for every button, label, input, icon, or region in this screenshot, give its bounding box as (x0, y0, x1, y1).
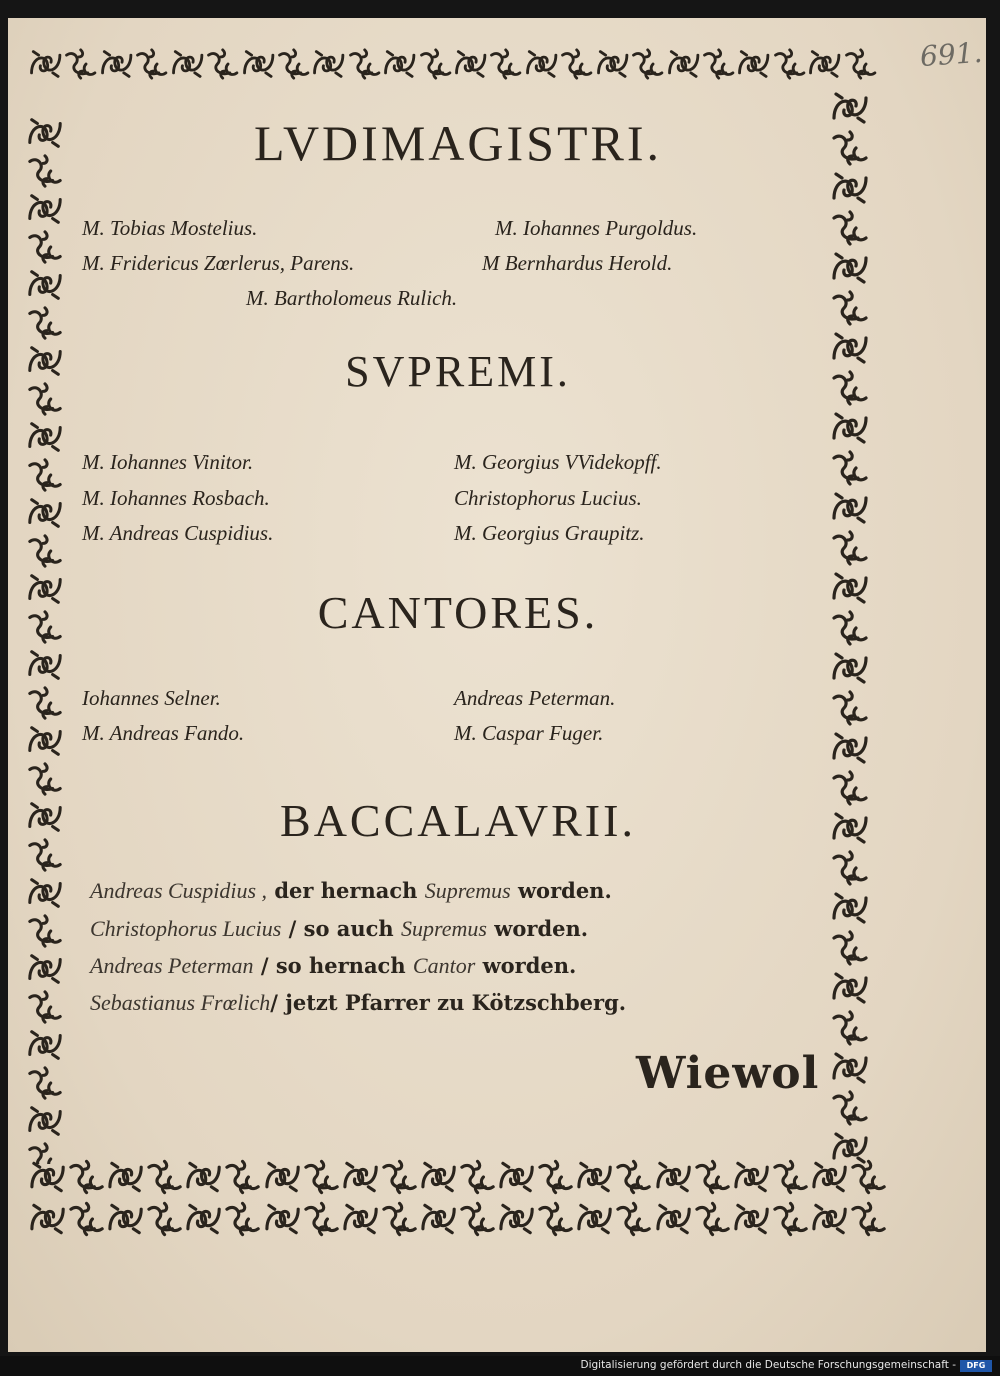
floral-scroll-icon (732, 1198, 771, 1240)
floral-scroll-icon (575, 1156, 614, 1198)
floral-scroll-icon (145, 1198, 184, 1240)
name-entry: M. Georgius VVidekopff. (454, 450, 662, 474)
floral-scroll-icon (134, 46, 169, 82)
latin-name: Christophorus Lucius (90, 916, 282, 941)
floral-scroll-icon (536, 1198, 575, 1240)
baccalaurius-line (90, 990, 626, 1016)
floral-scroll-icon (26, 798, 64, 836)
floral-scroll-icon (26, 608, 64, 646)
floral-scroll-icon (28, 46, 63, 82)
german-text: / jetzt Pfarrer zu Kötzschberg. (270, 990, 627, 1015)
floral-scroll-icon (830, 488, 870, 528)
floral-scroll-icon (559, 46, 594, 82)
name-entry: M Bernhardus Herold. (482, 251, 673, 275)
floral-scroll-icon (732, 1156, 771, 1198)
floral-scroll-icon (184, 1156, 223, 1198)
catchword: Wiewol (636, 1048, 820, 1099)
floral-scroll-icon (810, 1156, 849, 1198)
floral-scroll-icon (830, 888, 870, 928)
floral-scroll-icon (26, 266, 64, 304)
floral-scroll-icon (263, 1156, 302, 1198)
name-entry: Christophorus Lucius. (454, 486, 642, 510)
floral-scroll-icon (830, 688, 870, 728)
floral-scroll-icon (497, 1156, 536, 1198)
floral-scroll-icon (380, 1156, 419, 1198)
baccalaurius-line (90, 953, 576, 979)
floral-scroll-icon (28, 1156, 67, 1198)
floral-scroll-icon (67, 1156, 106, 1198)
page-number: 691. (918, 35, 984, 74)
floral-scroll-icon (26, 1026, 64, 1064)
floral-scroll-icon (830, 1008, 870, 1048)
floral-scroll-icon (26, 760, 64, 798)
floral-scroll-icon (302, 1156, 341, 1198)
floral-scroll-icon (223, 1156, 262, 1198)
floral-scroll-icon (145, 1156, 184, 1198)
floral-scroll-icon (830, 248, 870, 288)
name-entry: M. Andreas Fando. (82, 721, 245, 745)
document-page (8, 18, 986, 1352)
floral-scroll-icon (595, 46, 630, 82)
floral-scroll-icon (849, 1156, 888, 1198)
name-entry: M. Iohannes Vinitor. (82, 450, 254, 474)
floral-scroll-icon (63, 46, 98, 82)
floral-scroll-icon (693, 1156, 732, 1198)
floral-scroll-icon (341, 1198, 380, 1240)
floral-scroll-icon (26, 722, 64, 760)
latin-name: Sebastianus Frœlich (90, 990, 271, 1015)
floral-scroll-icon (654, 1198, 693, 1240)
ornamental-border-top (28, 46, 878, 118)
floral-scroll-icon (382, 46, 417, 82)
floral-scroll-icon (693, 1198, 732, 1240)
latin-name: Andreas Peterman (90, 953, 254, 978)
floral-scroll-icon (497, 1198, 536, 1240)
floral-scroll-icon (99, 46, 134, 82)
floral-scroll-icon (205, 46, 240, 82)
floral-scroll-icon (453, 46, 488, 82)
german-text: / so hernach (253, 953, 413, 978)
floral-scroll-icon (419, 1156, 458, 1198)
floral-scroll-icon (536, 1156, 575, 1198)
floral-scroll-icon (771, 1198, 810, 1240)
latin-title: Supremus (424, 878, 511, 903)
floral-scroll-icon (184, 1198, 223, 1240)
latin-title: Supremus (401, 916, 487, 941)
floral-scroll-icon (311, 46, 346, 82)
baccalaurius-line (90, 916, 588, 942)
floral-scroll-icon (772, 46, 807, 82)
german-text: der hernach (267, 878, 425, 903)
floral-scroll-icon (341, 1156, 380, 1198)
heading-supremi: SVPREMI. (345, 347, 571, 396)
floral-scroll-icon (26, 304, 64, 342)
digitization-credit: Digitalisierung gefördert durch die Deutsche Forschungsgemeinschaft - (580, 1359, 956, 1371)
floral-scroll-icon (170, 46, 205, 82)
german-text: worden. (475, 953, 577, 978)
latin-name: Andreas Cuspidius , (90, 878, 268, 903)
floral-scroll-icon (458, 1198, 497, 1240)
floral-scroll-icon (276, 46, 311, 82)
floral-scroll-icon (26, 874, 64, 912)
floral-scroll-icon (380, 1198, 419, 1240)
floral-scroll-icon (26, 1102, 64, 1140)
floral-scroll-icon (263, 1198, 302, 1240)
floral-scroll-icon (26, 114, 64, 152)
floral-scroll-icon (241, 46, 276, 82)
floral-scroll-icon (830, 288, 870, 328)
floral-scroll-icon (347, 46, 382, 82)
floral-scroll-icon (830, 928, 870, 968)
floral-scroll-icon (830, 1048, 870, 1088)
floral-scroll-icon (771, 1156, 810, 1198)
floral-scroll-icon (810, 1198, 849, 1240)
floral-scroll-icon (830, 408, 870, 448)
heading-cantores: CANTORES. (317, 587, 599, 638)
floral-scroll-icon (26, 342, 64, 380)
ornamental-border-left (26, 114, 76, 1164)
floral-scroll-icon (26, 570, 64, 608)
floral-scroll-icon (26, 988, 64, 1026)
floral-scroll-icon (666, 46, 701, 82)
floral-scroll-icon (524, 46, 559, 82)
floral-scroll-icon (26, 912, 64, 950)
name-entry: Andreas Peterman. (454, 686, 616, 710)
floral-scroll-icon (830, 728, 870, 768)
floral-scroll-icon (28, 1198, 67, 1240)
heading-baccalaurii: BACCALAVRII. (280, 795, 636, 846)
floral-scroll-icon (614, 1156, 653, 1198)
floral-scroll-icon (26, 228, 64, 266)
floral-scroll-icon (26, 418, 64, 456)
name-entry: M. Bartholomeus Rulich. (246, 286, 458, 310)
floral-scroll-icon (830, 848, 870, 888)
name-entry: M. Iohannes Purgoldus. (495, 216, 698, 240)
name-entry: Iohannes Selner. (82, 686, 221, 710)
floral-scroll-icon (26, 950, 64, 988)
name-entry: M. Fridericus Zœrlerus, Parens. (82, 251, 355, 275)
floral-scroll-icon (458, 1156, 497, 1198)
floral-scroll-icon (614, 1198, 653, 1240)
floral-scroll-icon (26, 684, 64, 722)
baccalaurius-line (90, 878, 612, 904)
floral-scroll-icon (106, 1198, 145, 1240)
floral-scroll-icon (302, 1198, 341, 1240)
floral-scroll-icon (701, 46, 736, 82)
floral-scroll-icon (26, 836, 64, 874)
floral-scroll-icon (67, 1198, 106, 1240)
floral-scroll-icon (830, 168, 870, 208)
floral-scroll-icon (830, 1088, 870, 1128)
floral-scroll-icon (575, 1198, 614, 1240)
floral-scroll-icon (223, 1198, 262, 1240)
floral-scroll-icon (419, 1198, 458, 1240)
floral-scroll-icon (654, 1156, 693, 1198)
latin-title: Cantor (412, 953, 476, 978)
floral-scroll-icon (807, 46, 842, 82)
floral-scroll-icon (830, 648, 870, 688)
floral-scroll-icon (26, 1064, 64, 1102)
floral-scroll-icon (736, 46, 771, 82)
floral-scroll-icon (26, 494, 64, 532)
name-entry: M. Andreas Cuspidius. (82, 521, 274, 545)
floral-scroll-icon (843, 46, 878, 82)
floral-scroll-icon (830, 448, 870, 488)
floral-scroll-icon (630, 46, 665, 82)
name-entry: M. Georgius Graupitz. (454, 521, 645, 545)
floral-scroll-icon (26, 152, 64, 190)
floral-scroll-icon (418, 46, 453, 82)
floral-scroll-icon (26, 380, 64, 418)
floral-scroll-icon (26, 646, 64, 684)
name-entry: M. Tobias Mostelius. (82, 216, 258, 240)
german-text: worden. (486, 916, 589, 941)
name-entry: M. Iohannes Rosbach. (82, 486, 270, 510)
floral-scroll-icon (26, 190, 64, 228)
german-text: worden. (510, 878, 612, 903)
floral-scroll-icon (830, 528, 870, 568)
heading-ludimagistri: LVDIMAGISTRI. (254, 115, 662, 171)
floral-scroll-icon (849, 1198, 888, 1240)
name-entry: M. Caspar Fuger. (454, 721, 604, 745)
floral-scroll-icon (488, 46, 523, 82)
dfg-logo: DFG (960, 1360, 992, 1372)
floral-scroll-icon (26, 532, 64, 570)
german-text: / so auch (281, 916, 402, 941)
floral-scroll-icon (26, 456, 64, 494)
floral-scroll-icon (106, 1156, 145, 1198)
ornamental-border-bottom (28, 1156, 888, 1264)
floral-scroll-icon (830, 208, 870, 248)
floral-scroll-icon (830, 968, 870, 1008)
